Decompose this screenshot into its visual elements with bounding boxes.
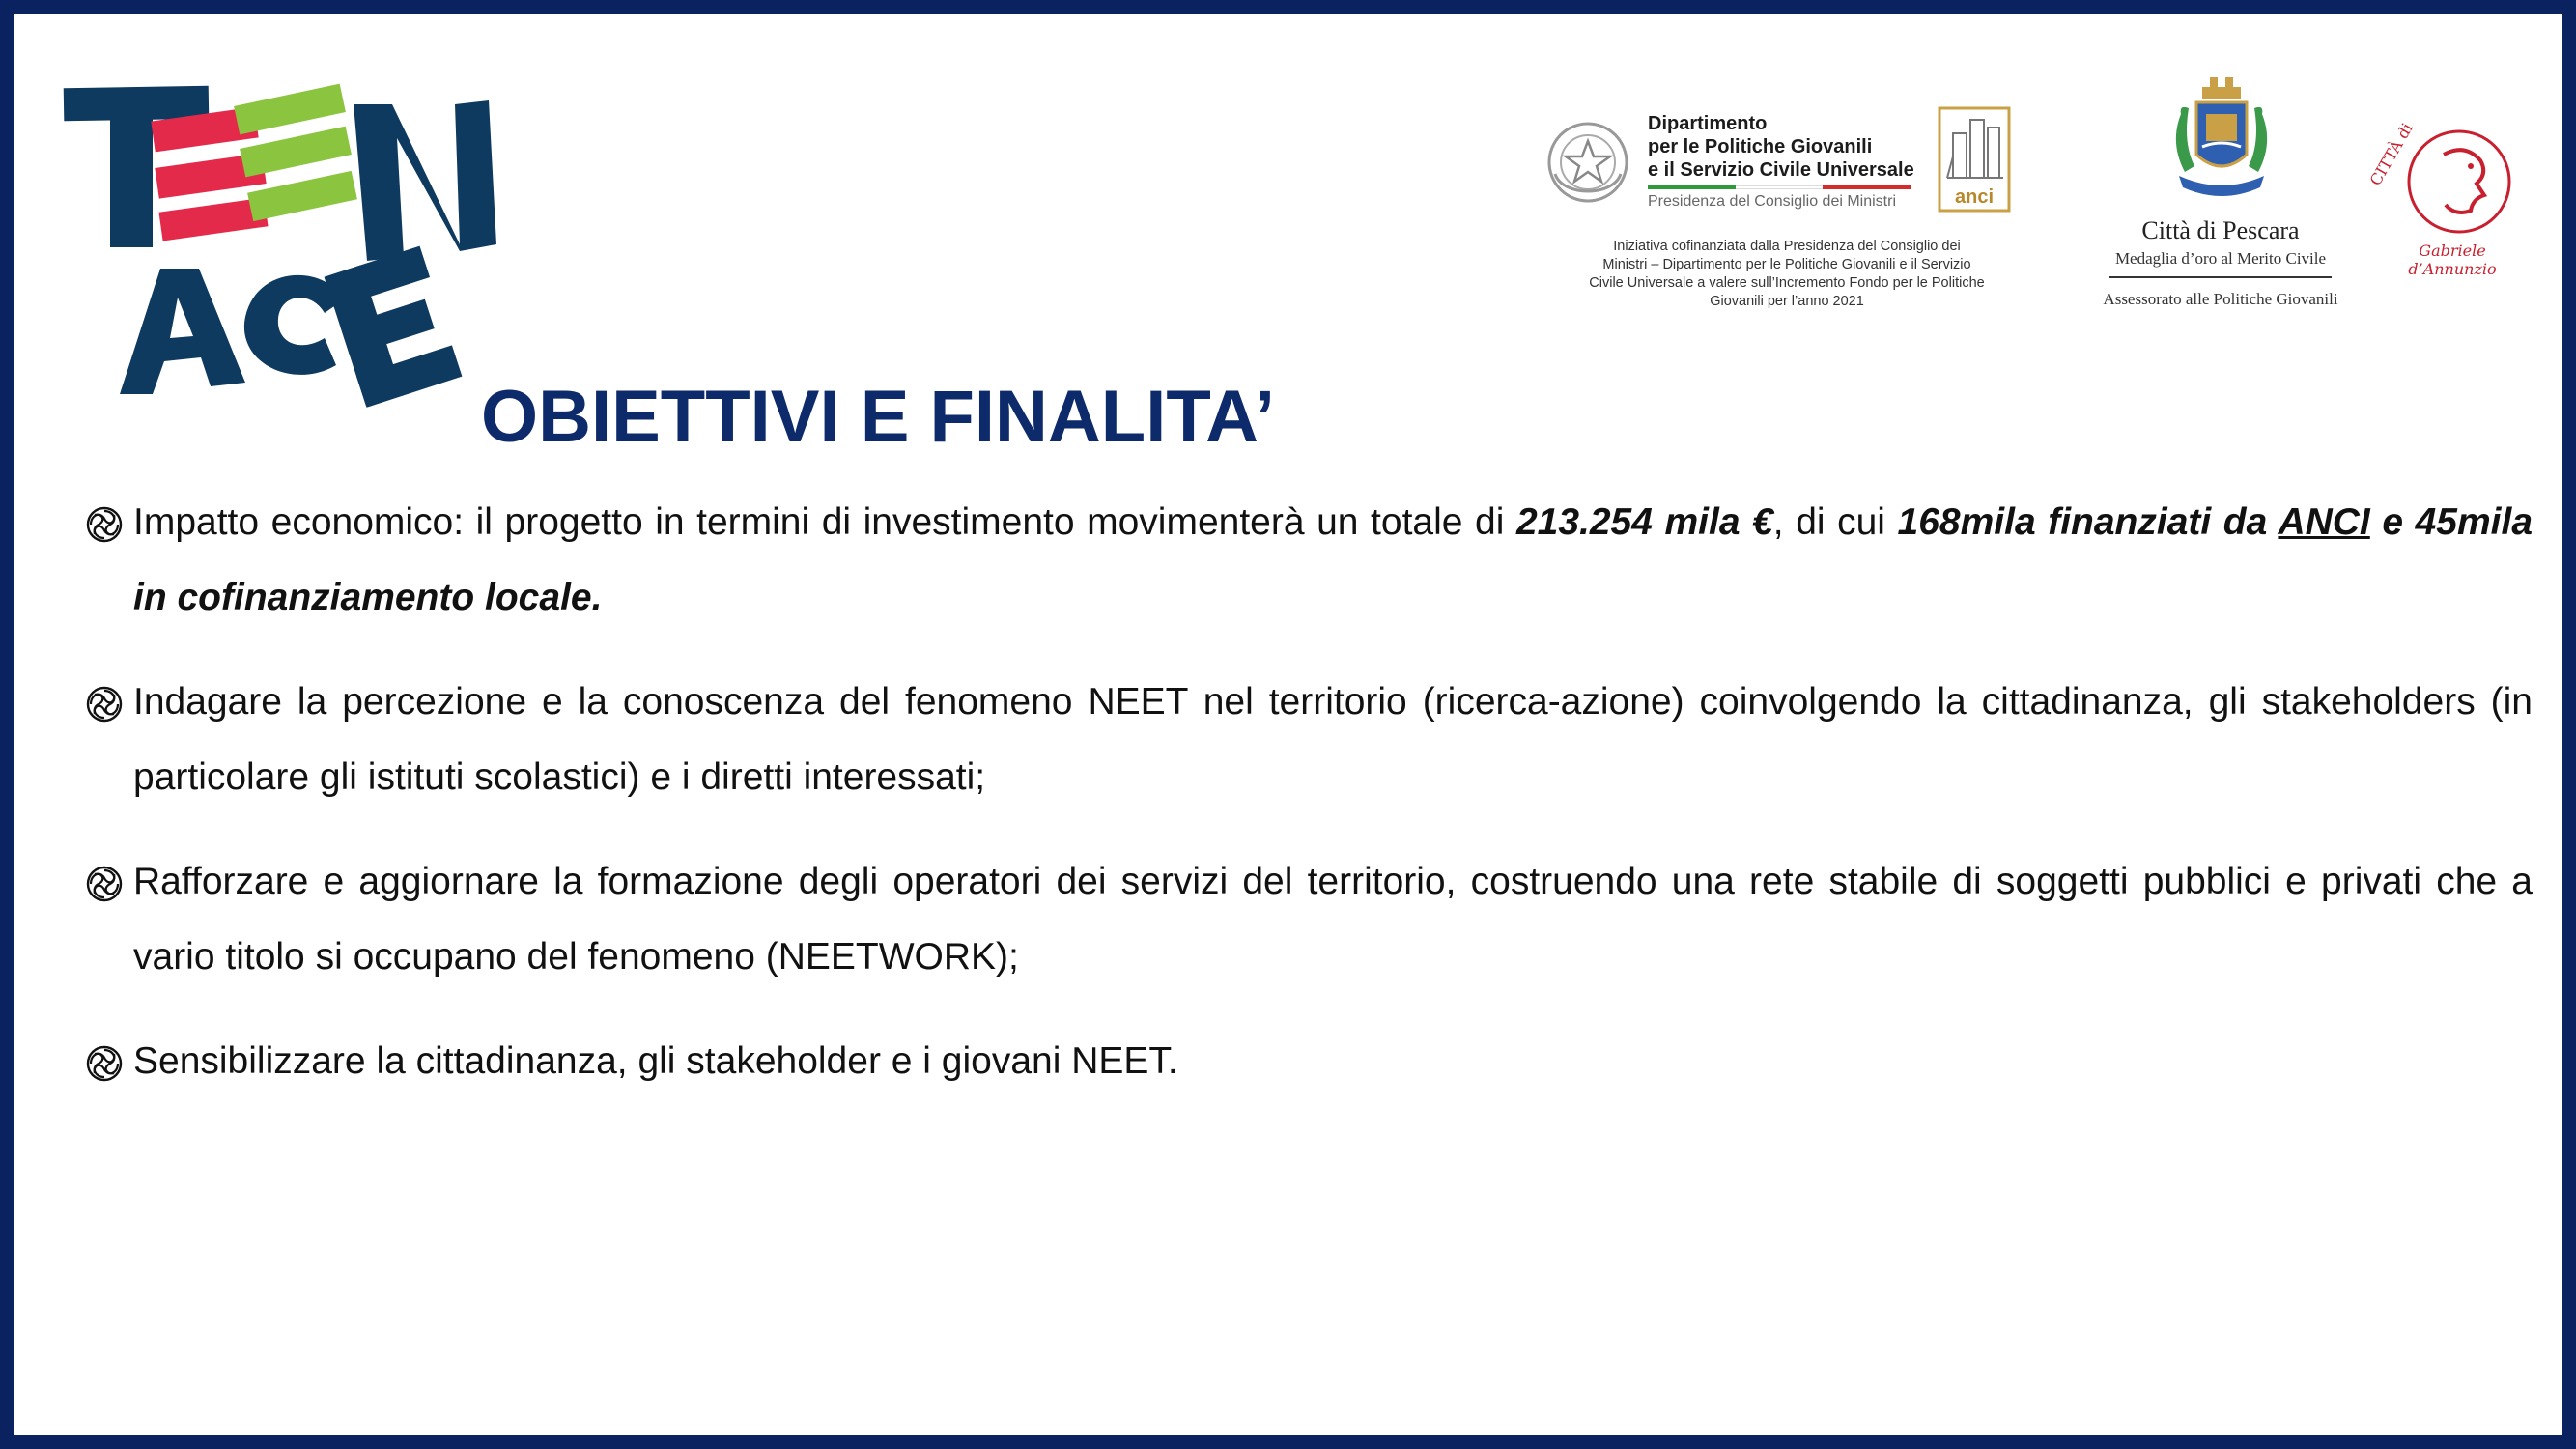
logo-green-bars [234, 84, 357, 221]
swirl-bullet-icon [85, 505, 124, 544]
objective-1-cofinancing: e 45mila in cofinanziamento locale. [133, 501, 2534, 618]
department-name-line2: per le Politiche Giovanili [1648, 136, 1873, 157]
objective-item [83, 1024, 2533, 1099]
pescara-medal: Medaglia d’oro al Merito Civile [2114, 249, 2327, 268]
logo-letter-e [325, 246, 463, 408]
page-title: OBIETTIVI E FINALITA’ [481, 376, 1275, 458]
pescara-name: Città di Pescara [2141, 216, 2300, 244]
pescara-crest-icon [2160, 75, 2283, 211]
objective-1-total: 213.254 mila € [1515, 501, 1773, 543]
initiative-line3: Civile Universale a valere sull’Incremento Fondo per le Politiche [1589, 275, 1985, 291]
pescara-assessorato: Assessorato alle Politiche Giovanili [2103, 290, 2338, 308]
department-subtitle: Presidenza del Consiglio dei Ministri [1648, 193, 1897, 210]
dannunzio-logo [2365, 120, 2529, 278]
republic-emblem-icon [1543, 114, 1632, 211]
teenace-logo [64, 75, 498, 413]
objective-4-text: Sensibilizzare la cittadinanza, gli stakeholder e i giovani NEET. [133, 1040, 1178, 1082]
swirl-bullet-icon [85, 865, 124, 903]
logo-letter-a [120, 269, 245, 394]
initiative-line2: Ministri – Dipartimento per le Politiche Giovanili e il Servizio [1602, 257, 1971, 272]
objectives-list [83, 485, 2533, 1099]
objective-item [83, 485, 2533, 636]
tricolor-rule [1648, 185, 1911, 189]
pescara-divider [2109, 276, 2332, 278]
department-name-line3: e il Servizio Civile Universale [1648, 159, 1914, 181]
objective-2-text: Indagare la percezione e la conoscenza del fenomeno NEET nel territorio (ricerca-azione) coinvolgendo la cittadinanza, gli stakeholders (in particolare gli istituti scolastici) e i diretti interessati; [133, 681, 2533, 798]
department-name-line1: Dipartimento [1648, 113, 1768, 134]
objective-item [83, 844, 2533, 995]
objective-item [83, 665, 2533, 815]
initiative-note [1536, 238, 2038, 311]
objective-1-text: Impatto economico: il progetto in termini di investimento movimenterà un totale di [133, 501, 1516, 543]
anci-logo [1938, 106, 2011, 213]
dannunzio-profile-icon [2365, 120, 2529, 247]
objective-3-text: Rafforzare e aggiornare la formazione degli operatori dei servizi del territorio, costruendo una rete stabile di soggetti pubblici e privati che a vario titolo si occupano del fenomeno (NEETWORK); [133, 861, 2533, 978]
objective-1-anci: ANCI [2278, 501, 2370, 543]
pescara-logo [2081, 71, 2361, 323]
initiative-line1: Iniziativa cofinanziata dalla Presidenza del Consiglio dei [1613, 239, 1961, 254]
dannunzio-caption: Gabriele d’Annunzio [2408, 242, 2497, 278]
initiative-line4: Giovanili per l’anno 2021 [1710, 294, 1864, 309]
logo-letter-n [354, 100, 496, 261]
objective-1-financed: 168mila finanziati da [1897, 501, 2279, 543]
anci-label: anci [1954, 186, 1995, 208]
dannunzio-ring-text: CITTÀ di [2365, 120, 2417, 189]
objective-1-connector: , di cui [1772, 501, 1898, 543]
swirl-bullet-icon [85, 1044, 124, 1083]
swirl-bullet-icon [85, 685, 124, 724]
